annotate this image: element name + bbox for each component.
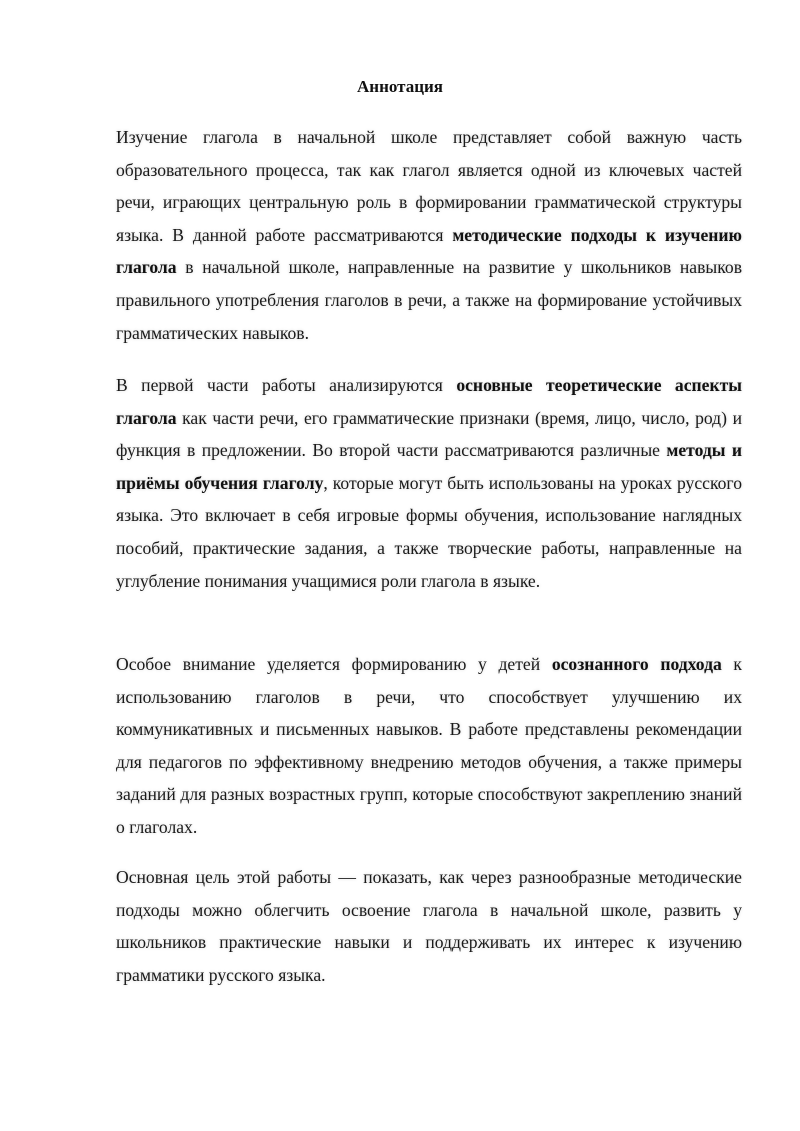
paragraph-2-bold-1: основные теоретические аспекты глагола — [116, 375, 742, 428]
paragraph-1 — [116, 121, 742, 349]
paragraph-4-text-1: Основная цель этой работы — показать, как через разнообразные методические подходы можно облегчить освоение глагола в начальной школе, развить у школьников практические навыки и поддерживать их интерес к изучению грамматики русского языка. — [116, 867, 742, 985]
paragraph-2-text-2: как части речи, его грамматические признаки (время, лицо, число, род) и функция в предложении. Во второй части рассматриваются различные — [116, 407, 742, 461]
paragraph-2 — [116, 369, 742, 597]
paragraph-3-text-1: Особое внимание уделяется формированию у детей — [116, 654, 552, 674]
paragraph-2-text-1: В первой части работы анализируются — [116, 375, 457, 395]
paragraph-3-text-2: к использованию глаголов в речи, что способствует улучшению их коммуникативных и письменных навыков. В работе представлены рекомендации для педагогов по эффективному внедрению методов обучения, а также примеры заданий для разных возрастных групп, которые способствуют закреплению знаний о глаголах. — [116, 654, 742, 837]
paragraph-2-bold-2: методы и приёмы обучения глаголу — [116, 440, 742, 493]
paragraph-3-bold-1: осознанного подхода — [551, 654, 722, 674]
paragraph-1-bold-1: методические подходы к изучению глагола — [116, 224, 742, 278]
paragraph-4 — [116, 861, 742, 991]
paragraph-2-text-3: , которые могут быть использованы на уроках русского языка. Это включает в себя игровые формы обучения, использование наглядных пособий, практические задания, а также творческие работы, направленные на углубление понимания учащимися роли глагола в языке. — [116, 472, 743, 591]
paragraph-1-text-2: в начальной школе, направленные на развитие у школьников навыков правильного употребления глаголов в речи, а также на формирование устойчивых грамматических навыков. — [116, 257, 742, 343]
document-title: Аннотация — [357, 77, 443, 96]
paragraph-1-text-1: Изучение глагола в начальной школе представляет собой важную часть образовательного процесса, так как глагол является одной из ключевых частей речи, играющих центральную роль в формировании грамматической структуры языка. В данной работе рассматриваются — [116, 127, 742, 245]
paragraph-3 — [116, 648, 742, 844]
